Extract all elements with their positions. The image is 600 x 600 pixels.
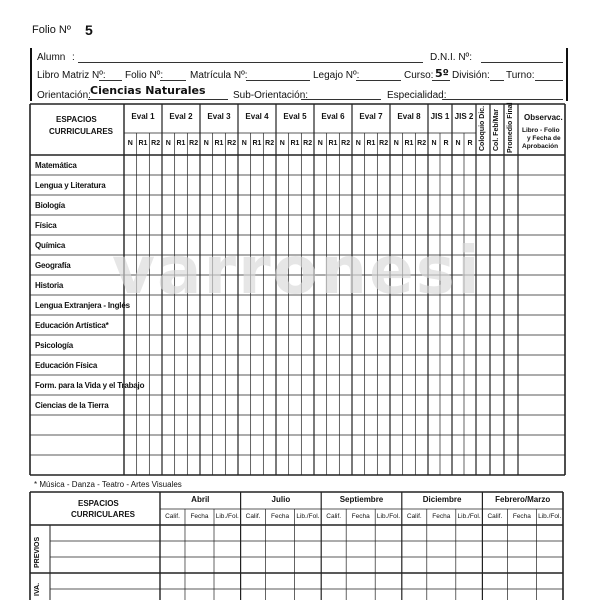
subject-row-label: Form. para la Vida y el Trabajo <box>35 381 145 390</box>
eval-6-sub-n: N <box>317 140 323 147</box>
division-label: División: <box>452 70 490 81</box>
eval-header-1: Eval 1 <box>131 112 155 121</box>
eval-5-sub-r2: R2 <box>303 140 313 147</box>
eval-header-8: Eval 8 <box>397 112 421 121</box>
subject-row-label: Lengua y Literatura <box>35 181 106 190</box>
month-1-sub-2: Fecha <box>190 513 209 520</box>
matricula-label: Matrícula Nº: <box>190 70 248 81</box>
previas-espacios-l1: ESPACIOS <box>78 499 119 508</box>
side-label-previos: PREVIOS <box>34 536 41 568</box>
orientacion-value[interactable]: Ciencias Naturales <box>90 84 206 97</box>
subject-row-label: Química <box>35 241 66 250</box>
side-label-iva: IVA. <box>34 582 41 596</box>
month-4-sub-2: Fecha <box>432 513 451 520</box>
eval-4-sub-r2: R2 <box>265 140 275 147</box>
eval-7-sub-n: N <box>355 140 361 147</box>
eval-4-sub-r1: R1 <box>252 140 262 147</box>
grade-row-cells[interactable] <box>124 315 565 335</box>
eval-header-4: Eval 4 <box>245 112 269 121</box>
eval-header-3: Eval 3 <box>207 112 231 121</box>
grade-row-cells[interactable] <box>124 255 565 275</box>
grade-row-cells[interactable] <box>124 395 565 415</box>
grade-row-cells[interactable] <box>124 215 565 235</box>
month-2-sub-2: Fecha <box>271 513 290 520</box>
eval-2-sub-r1: R1 <box>176 140 186 147</box>
grade-row-cells[interactable] <box>124 155 565 175</box>
col-feb-header: Col. Feb/Mar <box>493 108 500 151</box>
month-5-sub-1: Calif. <box>487 513 503 520</box>
grade-row-cells[interactable] <box>124 375 565 395</box>
eval-6-sub-r1: R1 <box>328 140 338 147</box>
month-3-sub-3: Lib./Fol. <box>376 513 401 520</box>
month-5-sub-2: Fecha <box>512 513 531 520</box>
month-3-sub-2: Fecha <box>351 513 370 520</box>
eval-2-sub-r2: R2 <box>189 140 199 147</box>
eval-1-sub-r1: R1 <box>138 140 148 147</box>
legajo-label: Legajo Nº: <box>313 70 360 81</box>
grade-row-cells[interactable] <box>124 295 565 315</box>
watermark: varronesi <box>112 232 482 309</box>
eval-8-sub-n: N <box>393 140 399 147</box>
subject-row-label: Psicología <box>35 341 74 350</box>
folio-no-label: Folio Nº: <box>125 70 164 81</box>
promedio-header: Promedio Final <box>507 102 514 153</box>
turno-label: Turno: <box>506 70 535 81</box>
jis-2-sub-r: R <box>467 140 473 147</box>
dni-label: D.N.I. Nº: <box>430 52 472 63</box>
subject-row-label: Biología <box>35 201 65 210</box>
especialidad-label: Especialidad: <box>387 90 447 101</box>
orientacion-label: Orientación: <box>37 90 91 101</box>
subject-row-label: Matemática <box>35 161 77 170</box>
coloquio-header: Coloquio Dic. <box>479 105 486 151</box>
jis-1-sub-n: N <box>431 140 437 147</box>
observ-header-l2: Libro - Folio <box>522 127 560 134</box>
month-1-sub-3: Lib./Fol. <box>215 513 239 520</box>
grade-row-cells[interactable] <box>124 275 565 295</box>
subject-row-label: Educación Física <box>35 361 98 370</box>
month-header-4: Diciembre <box>422 495 462 504</box>
subject-row-label: Geografía <box>35 261 71 270</box>
eval-5-sub-n: N <box>279 140 285 147</box>
grade-row-cells[interactable] <box>124 195 565 215</box>
footnote: * Música - Danza - Teatro - Artes Visuales <box>34 480 182 489</box>
jis-1-sub-r: R <box>443 140 449 147</box>
eval-7-sub-r1: R1 <box>366 140 376 147</box>
grade-row-cells[interactable] <box>124 335 565 355</box>
month-4-sub-1: Calif. <box>406 513 422 520</box>
folio-value[interactable]: 5 <box>85 22 93 38</box>
eval-8-sub-r2: R2 <box>417 140 427 147</box>
subject-row-label: Ciencias de la Tierra <box>35 401 109 410</box>
libro-matriz-label: Libro Matriz Nº: <box>37 70 106 81</box>
month-2-sub-3: Lib./Fol. <box>296 513 320 520</box>
grade-row-cells[interactable] <box>124 235 565 255</box>
month-2-sub-1: Calif. <box>245 513 261 520</box>
eval-5-sub-r1: R1 <box>290 140 300 147</box>
grade-row-cells[interactable] <box>124 455 565 475</box>
jis-header-1: JIS 1 <box>430 112 450 121</box>
jis-header-2: JIS 2 <box>454 112 474 121</box>
grade-row-cells[interactable] <box>124 355 565 375</box>
grade-row-cells[interactable] <box>124 175 565 195</box>
month-4-sub-3: Lib./Fol. <box>457 513 481 520</box>
eval-8-sub-r1: R1 <box>404 140 414 147</box>
month-header-2: Julio <box>271 495 291 504</box>
eval-header-2: Eval 2 <box>169 112 193 121</box>
subject-row-label: Lengua Extranjera - Inglés <box>35 301 130 310</box>
eval-2-sub-n: N <box>165 140 171 147</box>
eval-header-7: Eval 7 <box>359 112 383 121</box>
observ-header-l3: y Fecha de <box>527 135 561 142</box>
eval-1-sub-r2: R2 <box>151 140 161 147</box>
subject-row-label: Física <box>35 221 57 230</box>
alumn-colon: : <box>72 52 75 63</box>
month-header-3: Septiembre <box>339 495 384 504</box>
month-header-1: Abril <box>191 495 210 504</box>
grade-row-cells[interactable] <box>124 435 565 455</box>
month-5-sub-3: Lib./Fol. <box>538 513 562 520</box>
previas-espacios-l2: CURRICULARES <box>71 510 135 519</box>
observ-header-l1: Observac. <box>524 113 563 122</box>
espacios-header-l1: ESPACIOS <box>56 115 97 124</box>
subject-row-label: Historia <box>35 281 64 290</box>
eval-header-6: Eval 6 <box>321 112 345 121</box>
eval-3-sub-n: N <box>203 140 209 147</box>
sub-orientacion-label: Sub-Orientación: <box>233 90 309 101</box>
alumn-label: Alumn <box>37 52 66 63</box>
eval-4-sub-n: N <box>241 140 247 147</box>
month-3-sub-1: Calif. <box>326 513 342 520</box>
eval-3-sub-r2: R2 <box>227 140 237 147</box>
espacios-header-l2: CURRICULARES <box>49 127 113 136</box>
observ-header-l4: Aprobación <box>522 143 559 150</box>
grade-row-cells[interactable] <box>124 415 565 435</box>
eval-1-sub-n: N <box>127 140 133 147</box>
subject-row-label: Educación Artística* <box>35 321 109 330</box>
curso-value[interactable]: 5º <box>435 67 449 80</box>
month-1-sub-1: Calif. <box>165 513 180 520</box>
eval-3-sub-r1: R1 <box>214 140 224 147</box>
month-header-5: Febrero/Marzo <box>495 495 551 504</box>
curso-label: Curso: <box>404 70 434 81</box>
eval-6-sub-r2: R2 <box>341 140 351 147</box>
folio-label: Folio Nº <box>32 24 71 36</box>
jis-2-sub-n: N <box>455 140 461 147</box>
eval-header-5: Eval 5 <box>283 112 307 121</box>
eval-7-sub-r2: R2 <box>379 140 389 147</box>
